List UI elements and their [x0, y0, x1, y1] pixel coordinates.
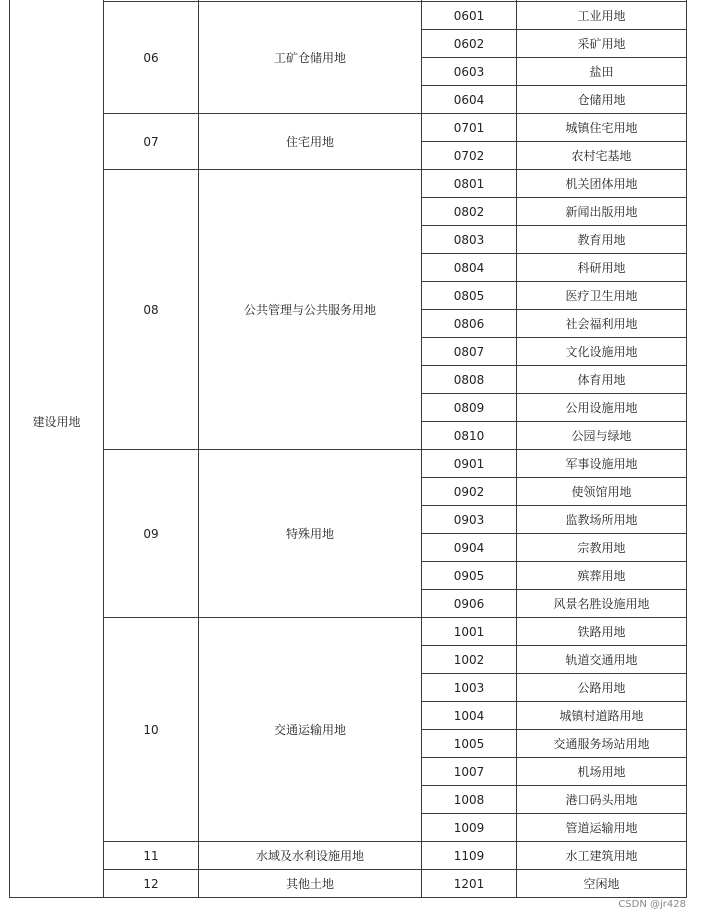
- category-cell: 建设用地: [10, 0, 104, 898]
- subclass-name-cell: 盐田: [517, 58, 687, 86]
- subclass-code-cell: 0604: [422, 86, 517, 114]
- subclass-code-cell: 0801: [422, 170, 517, 198]
- subclass-code-cell: 1201: [422, 870, 517, 898]
- subclass-code-cell: 1008: [422, 786, 517, 814]
- group-name-cell: 其他土地: [199, 870, 422, 898]
- table-row: [10, 114, 687, 142]
- group-name-cell: 公共管理与公共服务用地: [199, 170, 422, 450]
- group-code-cell: 08: [104, 170, 199, 450]
- subclass-code-cell: 0603: [422, 58, 517, 86]
- subclass-code-cell: 1109: [422, 842, 517, 870]
- subclass-code-cell: 0806: [422, 310, 517, 338]
- subclass-code-cell: 0701: [422, 114, 517, 142]
- land-use-table: [9, 0, 687, 898]
- subclass-name-cell: 采矿用地: [517, 30, 687, 58]
- table-row: [10, 2, 687, 30]
- subclass-code-cell: 0803: [422, 226, 517, 254]
- subclass-name-cell: 工业用地: [517, 2, 687, 30]
- subclass-code-cell: 0807: [422, 338, 517, 366]
- group-name-cell: 水域及水利设施用地: [199, 842, 422, 870]
- subclass-name-cell: 体育用地: [517, 366, 687, 394]
- subclass-name-cell: 教育用地: [517, 226, 687, 254]
- subclass-code-cell: 0804: [422, 254, 517, 282]
- subclass-code-cell: 0904: [422, 534, 517, 562]
- group-code-cell: 07: [104, 114, 199, 170]
- subclass-code-cell: 0901: [422, 450, 517, 478]
- subclass-name-cell: 宗教用地: [517, 534, 687, 562]
- subclass-code-cell: 1002: [422, 646, 517, 674]
- table-row: [10, 618, 687, 646]
- subclass-code-cell: 0906: [422, 590, 517, 618]
- table-row: [10, 450, 687, 478]
- table-row: [10, 870, 687, 898]
- group-code-cell: 06: [104, 2, 199, 114]
- group-code-cell: 09: [104, 450, 199, 618]
- subclass-name-cell: 公路用地: [517, 674, 687, 702]
- group-name-cell: 特殊用地: [199, 450, 422, 618]
- subclass-name-cell: 公用设施用地: [517, 394, 687, 422]
- subclass-code-cell: 0902: [422, 478, 517, 506]
- subclass-code-cell: 0601: [422, 2, 517, 30]
- subclass-name-cell: 农村宅基地: [517, 142, 687, 170]
- subclass-code-cell: 1005: [422, 730, 517, 758]
- subclass-name-cell: 医疗卫生用地: [517, 282, 687, 310]
- subclass-name-cell: 空闲地: [517, 870, 687, 898]
- subclass-name-cell: 机场用地: [517, 758, 687, 786]
- subclass-name-cell: 监教场所用地: [517, 506, 687, 534]
- subclass-code-cell: 0809: [422, 394, 517, 422]
- subclass-name-cell: 军事设施用地: [517, 450, 687, 478]
- table-row: [10, 842, 687, 870]
- subclass-code-cell: 1003: [422, 674, 517, 702]
- subclass-name-cell: 社会福利用地: [517, 310, 687, 338]
- subclass-name-cell: 风景名胜设施用地: [517, 590, 687, 618]
- subclass-name-cell: 机关团体用地: [517, 170, 687, 198]
- subclass-code-cell: 0903: [422, 506, 517, 534]
- subclass-code-cell: 0808: [422, 366, 517, 394]
- watermark: CSDN @jr428: [618, 899, 686, 910]
- subclass-name-cell: 使领馆用地: [517, 478, 687, 506]
- table-row: [10, 170, 687, 198]
- subclass-code-cell: 0810: [422, 422, 517, 450]
- subclass-name-cell: 文化设施用地: [517, 338, 687, 366]
- subclass-name-cell: 铁路用地: [517, 618, 687, 646]
- subclass-name-cell: 新闻出版用地: [517, 198, 687, 226]
- subclass-name-cell: 轨道交通用地: [517, 646, 687, 674]
- subclass-name-cell: 殡葬用地: [517, 562, 687, 590]
- subclass-name-cell: 科研用地: [517, 254, 687, 282]
- group-name-cell: 住宅用地: [199, 114, 422, 170]
- group-code-cell: 12: [104, 870, 199, 898]
- group-name-cell: 交通运输用地: [199, 618, 422, 842]
- subclass-code-cell: 0702: [422, 142, 517, 170]
- subclass-name-cell: 城镇村道路用地: [517, 702, 687, 730]
- subclass-code-cell: 1004: [422, 702, 517, 730]
- subclass-name-cell: 城镇住宅用地: [517, 114, 687, 142]
- subclass-code-cell: 1009: [422, 814, 517, 842]
- group-code-cell: 10: [104, 618, 199, 842]
- subclass-code-cell: 0905: [422, 562, 517, 590]
- subclass-name-cell: 公园与绿地: [517, 422, 687, 450]
- group-name-cell: 工矿仓储用地: [199, 2, 422, 114]
- subclass-name-cell: 水工建筑用地: [517, 842, 687, 870]
- subclass-name-cell: 管道运输用地: [517, 814, 687, 842]
- subclass-name-cell: 港口码头用地: [517, 786, 687, 814]
- subclass-name-cell: 交通服务场站用地: [517, 730, 687, 758]
- subclass-name-cell: 仓储用地: [517, 86, 687, 114]
- subclass-code-cell: 0802: [422, 198, 517, 226]
- subclass-code-cell: 0602: [422, 30, 517, 58]
- group-code-cell: 11: [104, 842, 199, 870]
- subclass-code-cell: 1001: [422, 618, 517, 646]
- subclass-code-cell: 1007: [422, 758, 517, 786]
- subclass-code-cell: 0805: [422, 282, 517, 310]
